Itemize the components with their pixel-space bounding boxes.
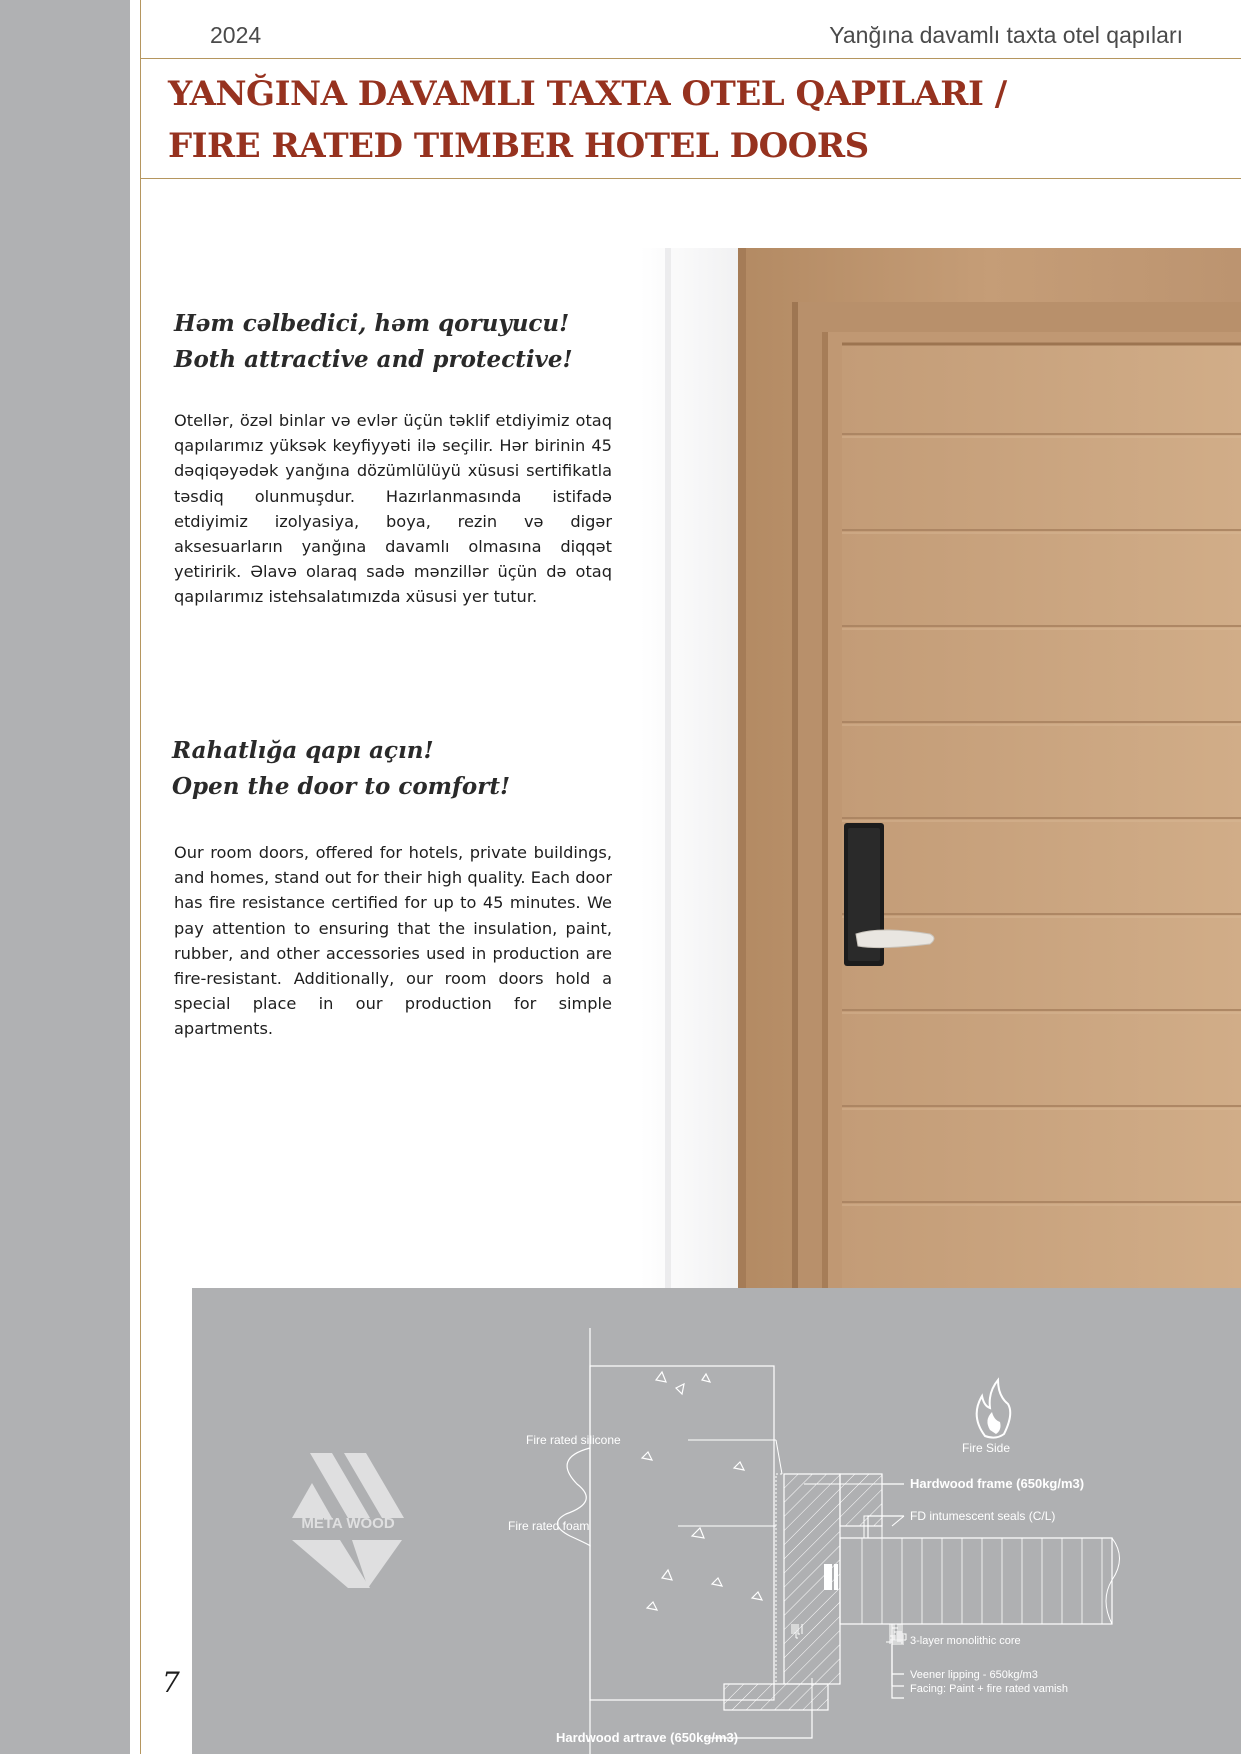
section2-heading-az: Rahatlığa qapı açın! [172,737,434,764]
label-facing: Facing: Paint + fire rated vamish [910,1683,1069,1695]
title-line-en: FIRE RATED TIMBER HOTEL DOORS [168,126,869,166]
section1-body: Otellər, özəl binlar və evlər üçün təklif etdiyimiz otaq qapılarımız yüksək keyfiyyəti ilə seçilir. Hər birinin 45 dəqiqəyədək yanğına dözümlülüyü xüsusi sertifikatla təsdiq olunmuşdur. Hazırlanmasında istifadə etdiyimiz izolyasiya, boya, rezin və digər aksesuarların yanğına davamlı olmasına diqqət yetiririk. Əlavə olaraq sadə mənzillər üçün də otaq qapılarımız istehsalatımızda xüsusi yer tutur. [174,411,612,607]
label-hardwood-frame: Hardwood frame (650kg/m3) [910,1476,1085,1491]
header-year: 2024 [210,22,262,48]
label-veneer-lipping: Veener lipping - 650kg/m3 [910,1669,1038,1681]
section1-heading-az: Həm cəlbedici, həm qoruyucu! [174,310,570,337]
section1-heading-en: Both attractive and protective! [174,346,573,373]
section1-heading [174,306,573,378]
margin-rule [140,0,141,1754]
door-photo [520,248,1241,1288]
section2-body: Our room doors, offered for hotels, private buildings, and homes, stand out for their high quality. Each door has fire resistance certified for up to 45 minutes. We pay attention to ensuring that the insulation, paint, rubber, and other accessories used in production are fire-resistant. Additionally, our room doors hold a special place in our production for simple apartments. [174,843,612,1039]
label-fire-rated-silicone: Fire rated silicone [526,1433,621,1447]
logo-text: META WOOD [301,1515,395,1532]
door-section-diagram [192,1288,1241,1754]
header-rule [141,58,1241,59]
page-title [168,68,1007,172]
page-number: 7 [162,1666,180,1699]
header-running-title: Yanğına davamlı taxta otel qapıları [829,22,1183,48]
meta-wood-logo-icon [292,1453,404,1588]
fire-side-label: Fire Side [961,1441,1011,1455]
label-fire-rated-foam: Fire rated foam [508,1519,590,1533]
title-rule [141,178,1241,179]
section2-heading [172,733,510,805]
section2-heading-en: Open the door to comfort! [172,773,511,800]
title-line-az: YANĞINA DAVAMLI TAXTA OTEL QAPILARI / [168,74,1007,114]
label-architrave: Hardwood artrave (650kg/m3) [556,1730,739,1745]
left-sidebar-band [0,0,130,1754]
fire-icon [977,1380,1011,1438]
label-fd-seals: FD intumescent seals (C/L) [910,1509,1056,1523]
label-core: 3-layer monolithic core [910,1635,1021,1647]
